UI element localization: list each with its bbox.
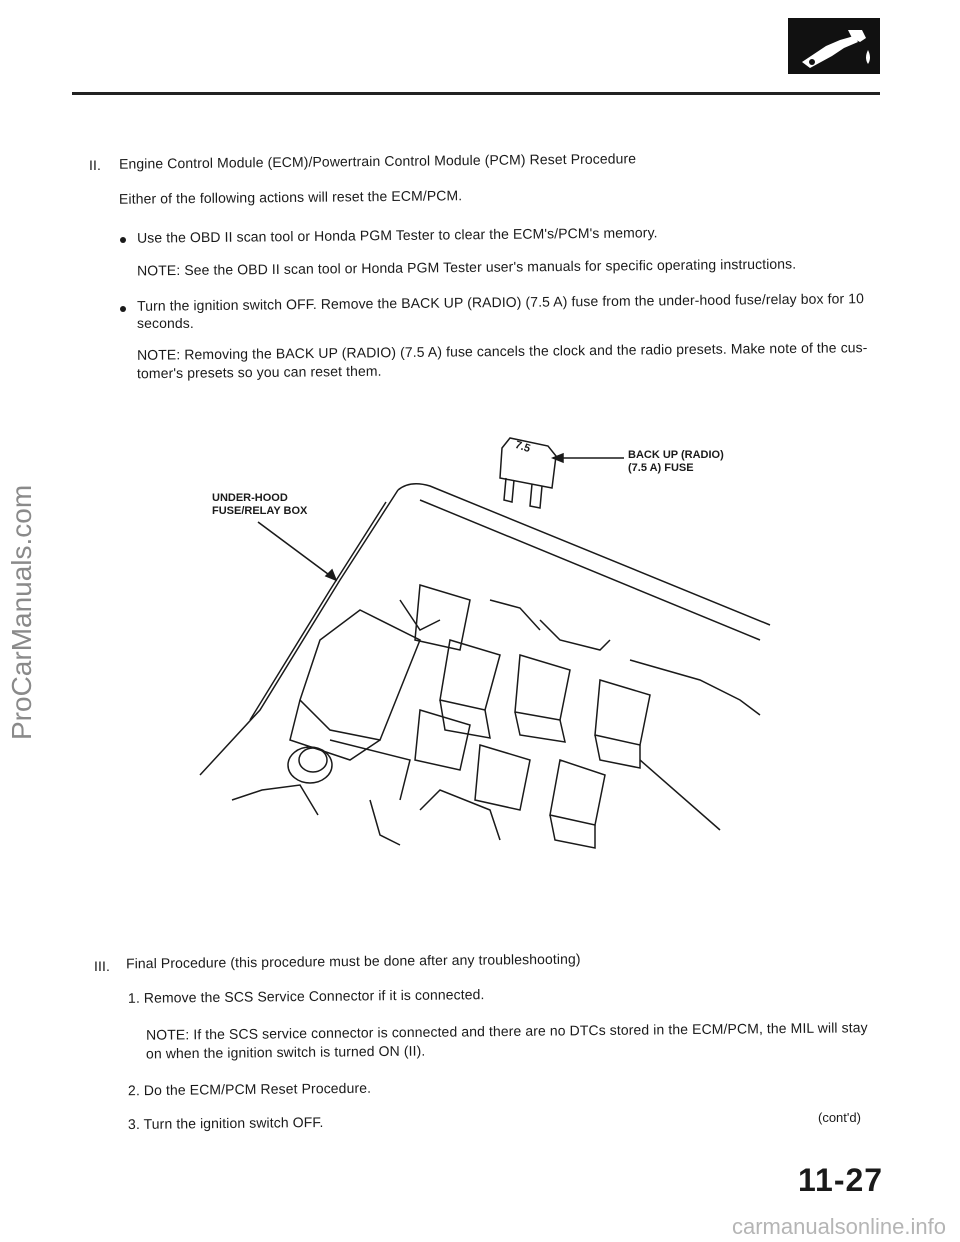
step-3: 3. Turn the ignition switch OFF. — [127, 1113, 324, 1133]
section-3-note-line-2: on when the ignition switch is turned ON (II). — [145, 1042, 426, 1062]
section-2-title: Engine Control Module (ECM)/Powertrain Control Module (PCM) Reset Procedure — [118, 150, 637, 172]
section-2-intro: Either of the following actions will reset the ECM/PCM. — [118, 187, 463, 207]
continued-marker: (cont'd) — [818, 1110, 861, 1125]
side-watermark: ProCarManuals.com — [6, 484, 37, 740]
label-backup-fuse-line-2: (7.5 A) FUSE — [628, 462, 694, 474]
section-3-note-line-1: NOTE: If the SCS service connector is connected and there are no DTCs stored in the ECM/PCM, the MIL will stay — [145, 1019, 868, 1043]
section-3-numeral: III. — [94, 958, 110, 974]
fuel-pump-icon — [788, 18, 880, 79]
section-3-title: Final Procedure (this procedure must be done after any troubleshooting) — [125, 950, 581, 972]
bullet-2-dot — [120, 306, 126, 312]
bullet-1-dot — [120, 237, 126, 243]
bullet-2-line-2: seconds. — [137, 315, 194, 331]
header-rule — [72, 92, 880, 95]
label-under-hood-line-2: FUSE/RELAY BOX — [212, 505, 308, 517]
step-1: 1. Remove the SCS Service Connector if it is connected. — [127, 986, 485, 1006]
label-backup-fuse-line-1: BACK UP (RADIO) — [628, 449, 724, 461]
section-2-numeral: II. — [89, 157, 101, 173]
note-2-line-1: NOTE: Removing the BACK UP (RADIO) (7.5 A) fuse cancels the clock and the radio presets. Make note of the cus- — [136, 339, 868, 363]
bottom-watermark: carmanualsonline.info — [731, 1214, 946, 1239]
note-2-line-2: tomer's presets so you can reset them. — [136, 362, 382, 382]
bullet-1-text: Use the OBD II scan tool or Honda PGM Tester to clear the ECM's/PCM's memory. — [136, 224, 658, 246]
bullet-2-line-1: Turn the ignition switch OFF. Remove the BACK UP (RADIO) (7.5 A) fuse from the under-hood fuse/relay box for 10 — [136, 290, 865, 314]
fuse-rating-label: 7.5 — [513, 438, 532, 456]
note-1: NOTE: See the OBD II scan tool or Honda PGM Tester user's manuals for specific operating instructions. — [136, 255, 797, 279]
label-under-hood-line-1: UNDER-HOOD — [212, 492, 288, 504]
step-2: 2. Do the ECM/PCM Reset Procedure. — [127, 1079, 372, 1099]
page-number: 11-27 — [798, 1162, 884, 1198]
